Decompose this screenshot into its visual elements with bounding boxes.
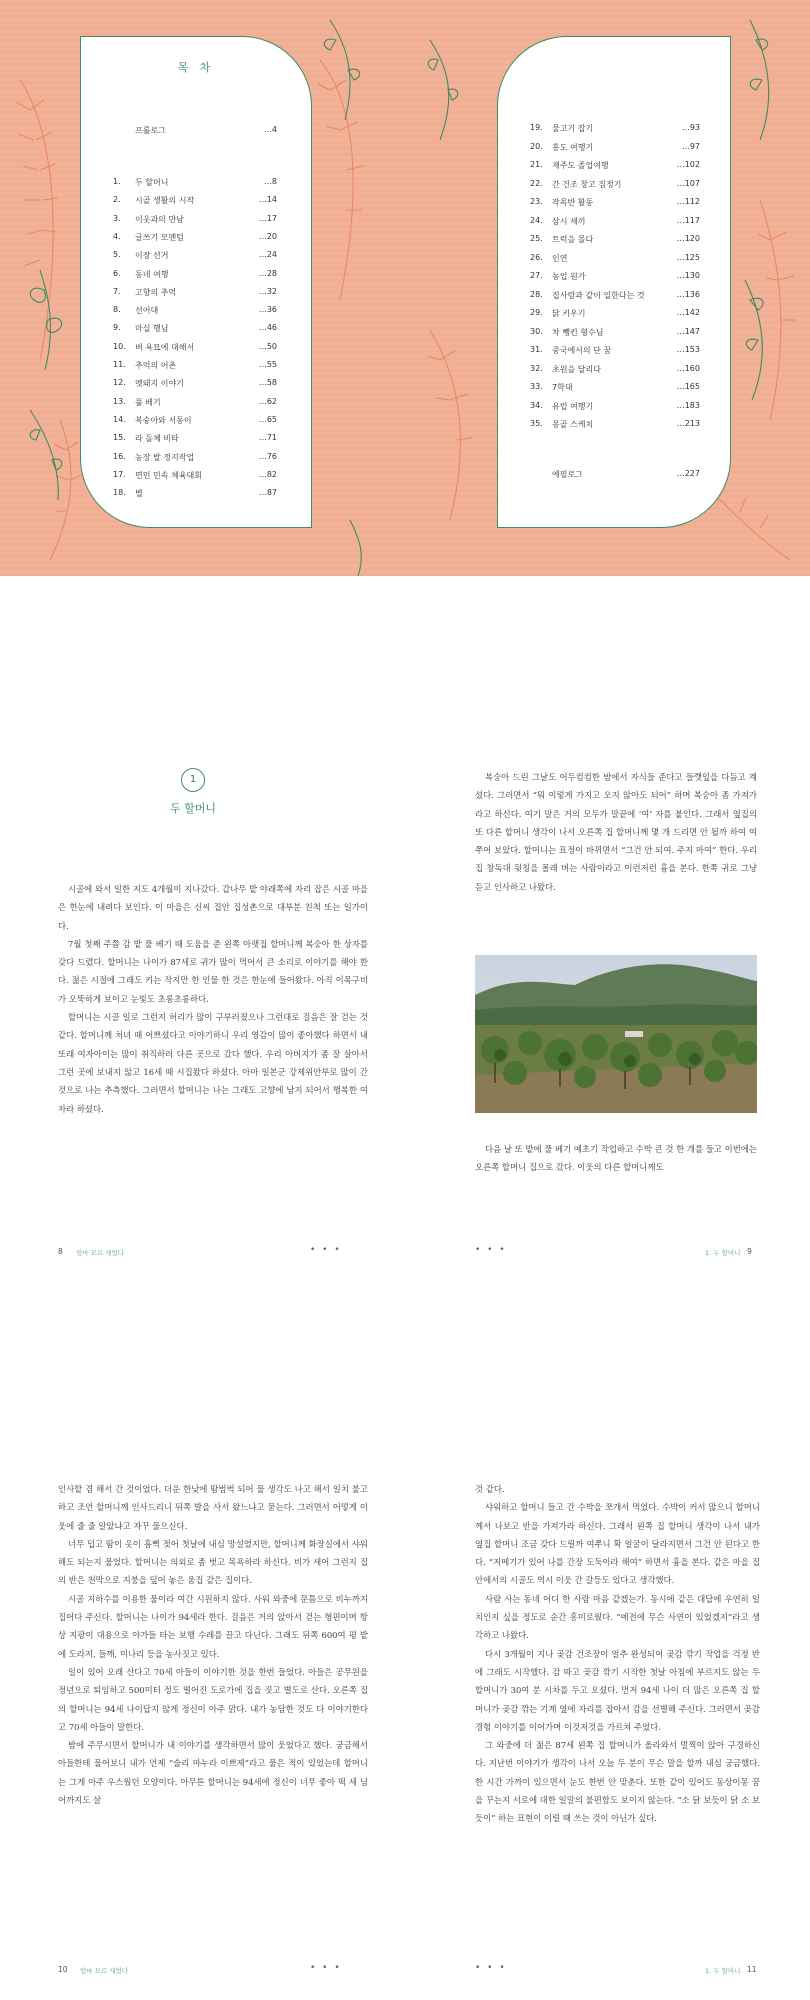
entry-title: 멧돼지 이야기 <box>135 379 184 389</box>
contents-entry <box>530 469 700 485</box>
entry-page: …130 <box>676 271 700 280</box>
contents-entry <box>113 342 277 358</box>
entry-title: 고향의 추억 <box>135 287 177 297</box>
entry-title: 이웃과의 만남 <box>135 214 184 224</box>
contents-entry <box>113 125 277 141</box>
entry-number: 19. <box>530 123 543 132</box>
running-head: 1. 두 할머니 <box>705 1967 741 1975</box>
entry-number: 31. <box>530 345 543 354</box>
entry-page: …8 <box>263 177 277 186</box>
entry-title: 닭 키우기 <box>552 309 586 318</box>
contents-entry <box>113 360 277 376</box>
entry-page: …50 <box>258 341 277 351</box>
entry-title: 풀 베기 <box>135 397 161 407</box>
paragraph: 다음 날 또 밭에 풀 베기 예초기 작업하고 수박 큰 것 한 개를 들고 이번에는 오른쪽 할머니 집으로 갔다. 이웃의 다른 할머니께도 <box>475 1144 757 1173</box>
dots-ornament: • • • <box>310 1963 342 1973</box>
contents-entry <box>113 250 277 266</box>
entry-page: …58 <box>258 378 277 388</box>
entry-page: …55 <box>258 360 277 369</box>
entry-title: 집사람과 같이 일한다는 것 <box>552 290 645 300</box>
contents-entry <box>530 123 700 139</box>
contents-entry <box>530 179 700 195</box>
dots-ornament: • • • <box>310 1245 342 1255</box>
contents-entry <box>530 401 700 417</box>
contents-entry <box>530 308 700 324</box>
entry-page: …142 <box>676 308 700 317</box>
contents-title: 목 차 <box>177 61 215 74</box>
entry-page: …46 <box>258 323 277 333</box>
contents-panel-right <box>497 36 731 528</box>
entry-title: 두 할머니 <box>135 178 169 187</box>
entry-number: 15. <box>113 433 126 443</box>
entry-number: 24. <box>530 215 543 225</box>
paragraph: 복숭아 드린 그날도 어두컴컴한 밤에서 자식들 준다고 들깻잎을 다듬고 계셨다. 그러면서 “뭐 이렇게 가지고 오지 않아도 되어” 하며 복숭아 좀 가져가라고 하신다. 여기 말은 거의 모두가 말끝에 ‘여’ 자를 붙인다. 그래서 옆집의 또 다른 할머니 생각이 나서 오른쪽 집 할머니께 몇 개 드리면 안 될까 하여 여쭈어 보았다. 할머니는 표정이 바뀌면서 “그건 안 되여. 주지 마여” 한다. 우리 집 창독대 뒷칭을 몰래 버는 사람이라고 이런저런 흉을 본다. 한쪽 귀로 그냥 듣고 인사하고 나왔다. <box>475 772 757 892</box>
contents-entry <box>113 488 277 504</box>
contents-entry <box>113 269 277 285</box>
contents-entry <box>113 323 277 339</box>
entry-title: 작목반 활동 <box>552 198 594 207</box>
contents-entry <box>113 287 277 303</box>
entry-title: 프롤로그 <box>135 126 166 135</box>
contents-entry <box>530 160 700 176</box>
page-11-body <box>475 1480 760 1828</box>
entry-page: …183 <box>676 400 700 410</box>
entry-page: …213 <box>676 419 700 428</box>
entry-title: 홍도 여행기 <box>552 142 594 152</box>
page-8-body <box>58 880 368 1118</box>
entry-number: 23. <box>530 197 543 206</box>
paragraph: 것 같다. <box>475 1484 505 1494</box>
entry-page: …125 <box>676 252 700 262</box>
entry-title: 인연 <box>552 253 568 263</box>
entry-number: 7. <box>113 286 121 296</box>
contents-entry <box>530 327 700 343</box>
paragraph: 할머니는 시골 일로 그런지 허리가 많이 구부러졌으나 그런대로 걸음은 잘 걷는 것 같다. 할머니께 처녀 때 어쁘셨다고 이야기하니 우리 영감이 많이 좋아했다 하면서 내 또래 여자아이는 많이 취직하러 다른 곳으로 갔다 했다. 우리 아버지가 좀 잘 살아서 그런 곳에 보내지 않고 16세 때 시집왔다 하셨다. 아마 일본군 강제위안부로 많이 간 것으로 나는 추측했다. 그러면서 할머니는 나는 그래도 고향에 남지 되어서 행복한 여자라 하셨다. <box>58 1012 368 1114</box>
entry-page: …107 <box>676 178 700 188</box>
entry-number: 8. <box>113 305 121 315</box>
paragraph: 그 와중에 더 젊은 87세 왼쪽 집 할머니가 올라와서 멀찍이 앉아 구경하신다. 지난번 이야기가 생각이 나서 오늘 두 분이 무슨 말을 할까 내심 궁금했다. 한 시간 가까이 있으면서 눈도 한번 안 맞춘다. 또한 같이 있어도 동상이몽 꿈을 꾸는지 서로에 대한 일말의 불편함도 보이지 않는다. “소 닭 보듯이 닭 소 보듯이” 하는 표현이 이럴 때 쓰는 것이 아닌가 싶다. <box>475 1740 760 1824</box>
entry-number: 10. <box>113 341 126 351</box>
entry-page: …65 <box>258 414 277 424</box>
entry-number: 26. <box>530 252 543 262</box>
page-11 <box>405 1440 810 2000</box>
entry-number: 27. <box>530 271 543 280</box>
entry-title: 유럽 여행기 <box>552 401 594 411</box>
entry-title: 마실 행님 <box>135 324 169 334</box>
entry-page: …17 <box>258 213 277 223</box>
entry-number: 12. <box>113 378 126 388</box>
entry-number: 3. <box>113 213 121 223</box>
entry-page: …120 <box>676 234 700 243</box>
contents-entry <box>530 382 700 398</box>
entry-title: 제주도 졸업여행 <box>552 161 609 170</box>
entry-number: 25. <box>530 234 543 243</box>
page-9-body-top <box>475 768 757 896</box>
page-number: 10 <box>58 1965 68 1974</box>
entry-number: 21. <box>530 160 543 169</box>
entry-number: 34. <box>530 400 543 410</box>
entry-number: 33. <box>530 382 543 391</box>
entry-title: 트럭을 몰다 <box>552 235 594 244</box>
page-10 <box>0 1440 405 2000</box>
page-number: 9 <box>747 1247 752 1256</box>
entry-title: 복숭아와 서동이 <box>135 415 192 425</box>
entry-title: 벼 욕묘에 대해서 <box>135 342 195 352</box>
entry-number: 11. <box>113 360 126 369</box>
entry-title: 물고기 잡기 <box>552 124 594 133</box>
contents-entry <box>530 234 700 250</box>
page-9-body-bottom <box>475 1140 757 1177</box>
entry-page: …87 <box>258 488 277 498</box>
page-8 <box>0 700 405 1260</box>
entry-page: …102 <box>676 160 700 169</box>
entry-page: …28 <box>258 268 277 278</box>
entry-number: 32. <box>530 363 543 373</box>
entry-title: 선어대 <box>135 306 159 316</box>
entry-page: …62 <box>258 396 277 406</box>
chapter-number: 1 <box>181 768 205 792</box>
entry-title: 이장 선거 <box>135 251 169 261</box>
contents-entry <box>530 142 700 158</box>
entry-page: …24 <box>258 250 277 260</box>
entry-number: 9. <box>113 323 121 333</box>
entry-page: …112 <box>676 197 700 206</box>
page-9 <box>405 700 810 1260</box>
entry-page: …117 <box>676 215 700 225</box>
paragraph: 인사할 겸 해서 간 것이었다. 더운 한낮에 땀범벅 되어 물 생각도 나고 해서 일치 불고하고 조언 할머니께 인사드리니 뒤쪽 발을 사서 왔느냐고 묻는다. 그러면서 어떻게 이웃에 줄 줄 알았냐고 자꾸 물으신다. <box>58 1484 368 1531</box>
orchard-photo <box>475 955 757 1113</box>
page-10-body <box>58 1480 368 1809</box>
entry-title: 중국에서의 단 꿈 <box>552 346 612 355</box>
contents-entry <box>113 470 277 486</box>
contents-entry <box>530 197 700 213</box>
entry-page: …71 <box>258 433 277 443</box>
entry-number: 30. <box>530 326 543 336</box>
page-number: 11 <box>747 1965 757 1974</box>
contents-entry <box>113 378 277 394</box>
entry-title: 농업 원가 <box>552 272 586 281</box>
entry-title: 삼시 세끼 <box>552 216 586 226</box>
contents-entry <box>530 253 700 269</box>
entry-number: 6. <box>113 268 121 278</box>
entry-page: …14 <box>258 195 277 205</box>
dots-ornament: • • • <box>475 1245 507 1255</box>
entry-page: …97 <box>681 141 700 151</box>
entry-page: …227 <box>676 469 700 478</box>
entry-page: …32 <box>258 286 277 296</box>
contents-entry <box>113 214 277 230</box>
contents-entry <box>530 271 700 287</box>
entry-title: 글쓰기 모멘텀 <box>135 232 184 242</box>
contents-entry <box>530 364 700 380</box>
entry-page: …153 <box>676 345 700 354</box>
entry-page: …4 <box>263 125 277 134</box>
running-head: 엄마 모르 새었다 <box>76 1249 125 1257</box>
paragraph: 사람 사는 동네 어디 한 사람 마음 같겠는가. 동시에 같은 대답에 우연히 일치인지 싶을 정도로 순간 흥미로웠다. “예전에 무슨 사연이 있었겠지”라고 생각하고 나왔다. <box>475 1593 760 1641</box>
entry-number: 4. <box>113 231 121 241</box>
entry-page: …136 <box>676 289 700 299</box>
entry-number: 28. <box>530 289 543 299</box>
entry-page: …36 <box>258 305 277 315</box>
paragraph: 다시 3개월이 지나 곶감 건조장이 얼추 완성되어 곶감 깎기 작업을 걱정 반에 그래도 시작했다. 감 따고 곶감 깎기 시작한 첫날 아침에 부르지도 않는 두 할머니가 30여 분 시차를 두고 오셨다. 먼저 94세 나이 더 많은 오른쪽 집 할머니가 곶감 깎는 기계 옆에 자리를 잡아서 감을 선별해 주신다. 그러면서 곶감 경험 이야기를 이어가며 이것저것을 가르쳐 주었다. <box>475 1648 760 1732</box>
contents-entry <box>530 419 700 435</box>
paragraph: 일이 있어 오래 산다고 70세 아들이 이야기한 것을 한번 들었다. 아들은 공무원을 정년으로 퇴임하고 500미터 정도 떨어진 도로가에 집을 짓고 별도로 산다. 오른쪽 집의 할머니는 94세 나이답지 않게 정신이 아주 맑다. 내가 농담한 것도 다 이야기한다고 70세 아들이 말한다. <box>58 1666 368 1732</box>
contents-entry <box>113 452 277 468</box>
table-of-contents-spread <box>0 0 810 576</box>
paragraph: 시골에 와서 일한 지도 4개월이 지나갔다. 갑나무 밭 야래쪽에 자리 잡은 시골 마을은 한눈에 내려다 보인다. 이 마을은 신씨 집안 집성촌으로 대부분 친척 또는 일가이다. <box>58 884 368 931</box>
entry-number: 13. <box>113 396 126 406</box>
contents-entry <box>113 415 277 431</box>
contents-entry <box>113 397 277 413</box>
entry-page: …20 <box>258 231 277 241</box>
entry-number: 16. <box>113 451 126 461</box>
entry-number: 1. <box>113 177 121 186</box>
contents-entry <box>113 305 277 321</box>
entry-title: 7학대 <box>552 383 573 392</box>
entry-title: 면민 민속 체육대회 <box>135 470 202 480</box>
contents-entry <box>530 345 700 361</box>
entry-page: …160 <box>676 363 700 373</box>
chapter-title: 두 할머니 <box>170 802 217 815</box>
entry-title: 라 돌체 비타 <box>135 434 179 444</box>
contents-entry <box>113 433 277 449</box>
page-number: 8 <box>58 1247 63 1256</box>
entry-number: 35. <box>530 419 543 428</box>
entry-title: 시골 생활의 시작 <box>135 196 195 206</box>
entry-title: 에필로그 <box>552 470 583 479</box>
entry-title: 농장 발 정지작업 <box>135 452 195 462</box>
entry-page: …82 <box>258 469 277 479</box>
entry-number: 20. <box>530 141 543 151</box>
running-head: 1. 두 할머니 <box>705 1249 741 1257</box>
paragraph: 7월 첫째 주쯤 감 밭 풀 베기 때 도움을 준 왼쪽 아랫집 할머니께 복숭아 한 상자를 갖다 드렸다. 할머니는 나이가 87세로 귀가 많이 먹어서 큰 소리로 이야기를 해야 한다. 젊은 시절에 그래도 키는 작지만 한 인물 한 것은 한눈에 들어왔다. 아직 이목구비가 오뚝하게 보이고 눈빛도 초롱초롱하다. <box>58 938 368 1004</box>
entry-number: 29. <box>530 308 543 317</box>
entry-number: 17. <box>113 469 126 479</box>
contents-entry <box>113 195 277 211</box>
contents-entry <box>530 290 700 306</box>
entry-number: 22. <box>530 178 543 188</box>
paragraph: 시골 지하수를 이용한 물이라 여간 시원하지 않다. 사워 와중에 문틈으로 비누까지 집어다 주신다. 할머니는 나이가 94세라 한다. 걸음은 거의 앉아서 걷는 형편이며 항상 지팡이 대용으로 야가들 타는 보행 수레를 끌고 다닌다. 그래도 뒤쪽 600여 평 밭에 도라지, 들깨, 미나리 등을 농사짓고 있다. <box>58 1593 368 1659</box>
paragraph: 너무 덥고 땀이 옷이 흠뻑 젖어 첫날에 내심 망설였지만, 할머니께 화장실에서 샤워해도 되는지 물었다. 할머니는 의외로 좀 벗고 목욕하라 하신다. 비가 새어 그런지 집의 반은 천막으로 지붕을 덮어 놓은 움집 같은 집이다. <box>58 1538 368 1586</box>
entry-number: 5. <box>113 250 121 260</box>
entry-number: 18. <box>113 488 126 498</box>
contents-entry <box>113 177 277 193</box>
paragraph: 샤워하고 할머니 들고 간 수박을 쪼개서 먹었다. 수박이 커서 많으니 할머니께서 나보고 반을 가져가라 하신다. 그래서 왼쪽 집 할머니 생각이 나서 내가 옆집 할머니 조금 갖다 드릴까 여쭈니 확 얼굴이 달라지면서 그건 안 된다고 한다. “저메기가 있어 나를 간장 도둑이라 해여” 하면서 흉을 본다. 같은 마을 집안에서의 시골도 역시 이웃 간 갈등도 있다고 생각했다. <box>475 1502 760 1586</box>
entry-title: 간 건조 창고 짐정기 <box>552 179 622 189</box>
running-head: 엄마 모르 새었다 <box>80 1967 129 1975</box>
contents-entry <box>113 232 277 248</box>
entry-title: 초원을 달리다 <box>552 364 601 374</box>
entry-number: 14. <box>113 414 126 424</box>
contents-panel-left <box>80 36 312 528</box>
entry-title: 몽골 스케치 <box>552 420 594 429</box>
orchard-photo-image <box>475 955 757 1113</box>
entry-page: …165 <box>676 382 700 391</box>
entry-title: 추억의 어촌 <box>135 361 177 370</box>
entry-title: 별 <box>135 489 143 499</box>
entry-page: …147 <box>676 326 700 336</box>
contents-entry <box>530 216 700 232</box>
paragraph: 밤에 주무시면서 할머니가 내 이야기를 생각하면서 많이 웃었다고 했다. 궁금해서 아들한테 물어보니 내가 언제 “술리 마누라 이쁘제”라고 물은 적이 있었는데 할머니는 그게 아주 우스웠던 모양이다. 아무튼 할머니는 94세에 정신이 너무 좋아 떡 세 님어까지도 살 <box>58 1740 368 1806</box>
dots-ornament: • • • <box>475 1963 507 1973</box>
entry-page: …76 <box>258 451 277 461</box>
entry-title: 동네 여행 <box>135 269 169 279</box>
entry-number: 2. <box>113 195 121 205</box>
entry-page: …93 <box>681 123 700 132</box>
entry-title: 차 뺑킨 형수님 <box>552 327 604 337</box>
